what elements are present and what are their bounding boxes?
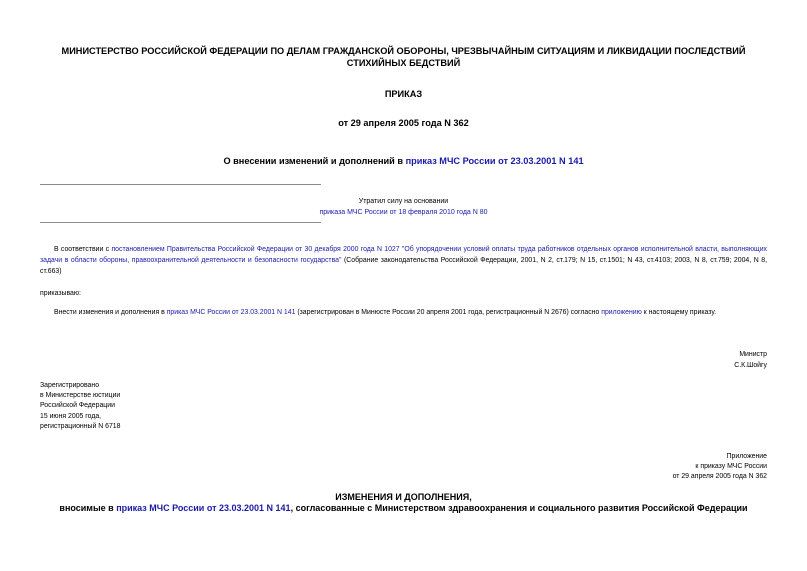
orders-label: приказываю:: [40, 290, 81, 297]
appendix-line-1: Приложение: [726, 453, 767, 460]
signature-title: Министр: [739, 351, 767, 358]
action-appendix-link[interactable]: приложению: [601, 309, 642, 316]
doc-type-title: ПРИКАЗ: [384, 89, 423, 99]
registration-line-1: Зарегистрировано: [40, 382, 100, 389]
order-subject: [0, 156, 807, 166]
action-order-link[interactable]: приказ МЧС России от 23.03.2001 N 141: [166, 309, 296, 316]
basis-text-1: В соответствии с: [54, 246, 112, 253]
basis-paragraph: [40, 244, 767, 278]
repeal-note: [0, 207, 807, 218]
action-text-2: (зарегистрирован в Минюсте России 20 апреля 2001 года, регистрационный N 2676) согласно: [295, 309, 602, 316]
action-text-1: Внести изменения и дополнения в: [54, 309, 167, 316]
repeal-label: Утратил силу на основании: [358, 198, 449, 205]
registration-block: [40, 381, 120, 432]
registration-line-2: в Министерстве юстиции: [40, 392, 121, 400]
registration-line-4: 15 июня 2005 года,: [40, 412, 102, 420]
ministry-name: МИНИСТЕРСТВО РОССИЙСКОЙ ФЕДЕРАЦИИ ПО ДЕЛАМ ГРАЖДАНСКОЙ ОБОРОНЫ, ЧРЕЗВЫЧАЙНЫМ СИТУАЦИЯМ И ЛИКВИДАЦИИ ПОСЛЕДСТВИЙ СТИХИЙНЫХ БЕДСТВИЙ: [61, 46, 746, 68]
changes-sub-suffix: , согласованные с Министерством здравоохранения и социального развития Российской Федерации: [290, 503, 748, 513]
order-subject-link[interactable]: приказ МЧС России от 23.03.2001 N 141: [405, 156, 584, 166]
registration-line-5: регистрационный N 6718: [40, 422, 121, 430]
action-paragraph: [40, 307, 767, 318]
appendix-line-3: от 29 апреля 2005 года N 362: [672, 473, 767, 481]
signature-name: С.К.Шойгу: [734, 362, 767, 369]
order-subject-prefix: О внесении изменений и дополнений в: [223, 156, 406, 166]
divider-bottom: [40, 222, 321, 223]
repeal-link[interactable]: приказа МЧС России от 18 февраля 2010 года N 80: [319, 209, 488, 216]
basis-decree-link[interactable]: постановлением Правительства Российской Федерации от 30 декабря 2000 года N 1027 "Об упорядочении условий оплаты труда работников отдельных органов исполнительной власти, выполняющих задачи в области обороны, правоохранительной деятельности и безопасности государства": [40, 246, 767, 265]
changes-sub-prefix: вносимые в: [59, 503, 117, 513]
appendix-reference: [673, 452, 767, 483]
changes-order-link[interactable]: приказ МЧС России от 23.03.2001 N 141: [116, 503, 291, 513]
action-text-3: к настоящему приказу.: [641, 309, 717, 316]
divider-top: [40, 184, 321, 185]
order-date-number: от 29 апреля 2005 года N 362: [338, 118, 469, 128]
registration-line-3: Российской Федерации: [40, 402, 115, 410]
changes-subtitle: [0, 503, 807, 513]
changes-title: ИЗМЕНЕНИЯ И ДОПОЛНЕНИЯ,: [335, 492, 472, 502]
appendix-line-2: к приказу МЧС России: [695, 463, 767, 471]
signature-block: [734, 349, 767, 371]
basis-text-2: (Собрание законодательства Российской Федерации, 2001, N 2, ст.179; N 15, ст.1501; N 43, ст.4103; 2003, N 8, ст.759; 2004, N 8, ст.663): [40, 257, 767, 276]
